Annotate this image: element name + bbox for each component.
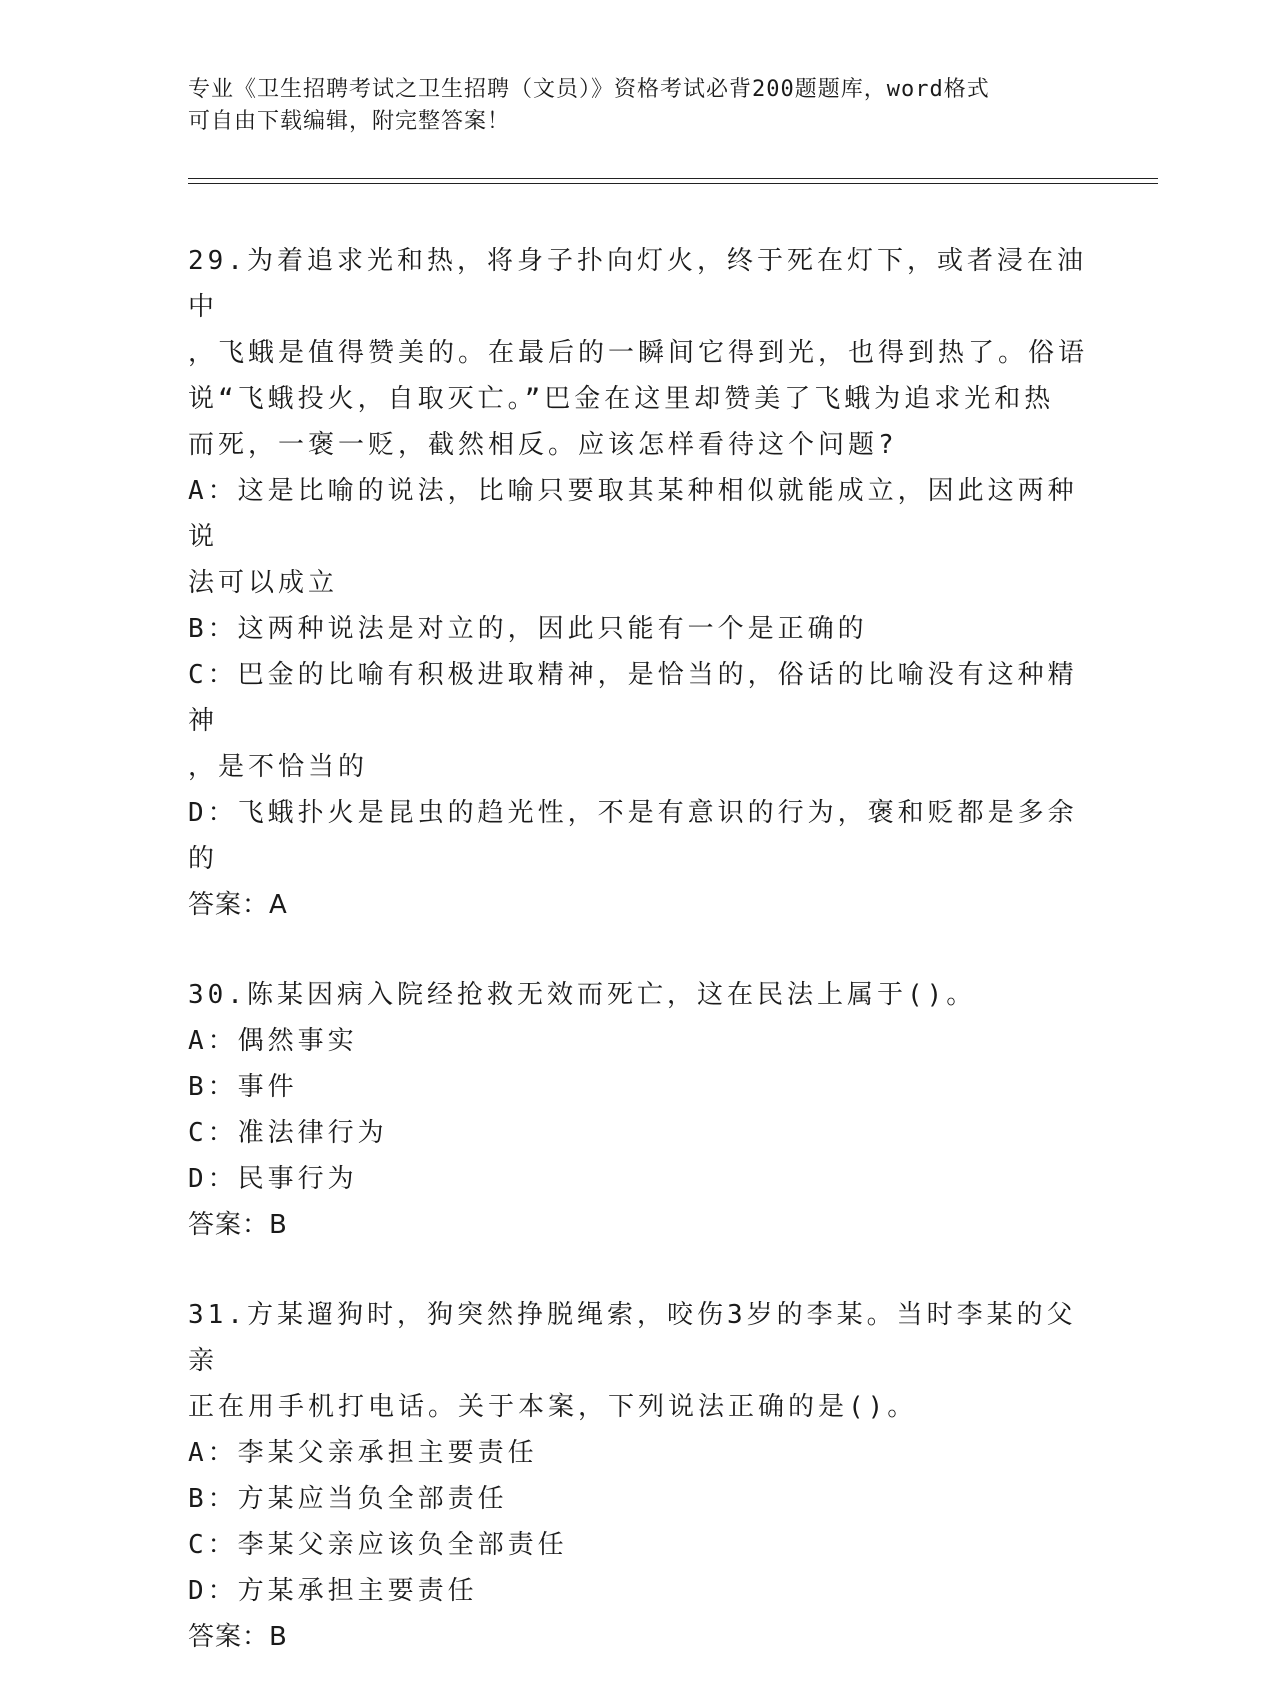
question-29 [188,238,1088,928]
question-list [188,238,1088,1704]
option-a-continued: 法可以成立 [188,568,339,598]
option-d: D：飞蛾扑火是昆虫的趋光性，不是有意识的行为，褒和贬都是多余的 [188,798,1078,874]
header-line-1: 专业《卫生招聘考试之卫生招聘（文员）》资格考试必背200题题库，word格式 [188,77,990,102]
question-stem-line: 说“飞蛾投火，自取灭亡。”巴金在这里却赞美了飞蛾为追求光和热 [188,384,1055,414]
option-b: B：事件 [188,1072,298,1102]
header-divider-top [188,178,1158,179]
header-divider-bottom [188,183,1158,184]
question-30 [188,972,1088,1248]
question-stem-line: ，飞蛾是值得赞美的。在最后的一瞬间它得到光，也得到热了。俗语 [188,338,1089,368]
question-stem-line: 31.方某遛狗时，狗突然挣脱绳索，咬伤3岁的李某。当时李某的父亲 [188,1300,1077,1376]
option-a: A：偶然事实 [188,1026,358,1056]
answer: 答案：B [188,1210,288,1240]
option-a: A：这是比喻的说法，比喻只要取其某种相似就能成立，因此这两种说 [188,476,1078,552]
question-31 [188,1292,1088,1660]
option-d: D：方某承担主要责任 [188,1576,478,1606]
option-c-continued: ，是不恰当的 [188,752,369,782]
option-c: C：李某父亲应该负全部责任 [188,1530,568,1560]
question-stem-line: 29.为着追求光和热，将身子扑向灯火，终于死在灯下，或者浸在油中 [188,246,1087,322]
document-header [188,74,1088,138]
option-c: C：准法律行为 [188,1118,388,1148]
question-stem-line: 正在用手机打电话。关于本案，下列说法正确的是()。 [188,1392,918,1422]
option-d: D：民事行为 [188,1164,358,1194]
option-a: A：李某父亲承担主要责任 [188,1438,538,1468]
option-b: B：这两种说法是对立的，因此只能有一个是正确的 [188,614,868,644]
header-line-2: 可自由下载编辑，附完整答案！ [188,109,511,134]
answer: 答案：B [188,1622,288,1652]
option-c: C：巴金的比喻有积极进取精神，是恰当的，俗话的比喻没有这种精神 [188,660,1078,736]
question-stem-line: 30.陈某因病入院经抢救无效而死亡，这在民法上属于()。 [188,980,977,1010]
option-b: B：方某应当负全部责任 [188,1484,508,1514]
answer: 答案：A [188,890,288,920]
question-stem-line: 而死，一褒一贬，截然相反。应该怎样看待这个问题? [188,430,898,460]
